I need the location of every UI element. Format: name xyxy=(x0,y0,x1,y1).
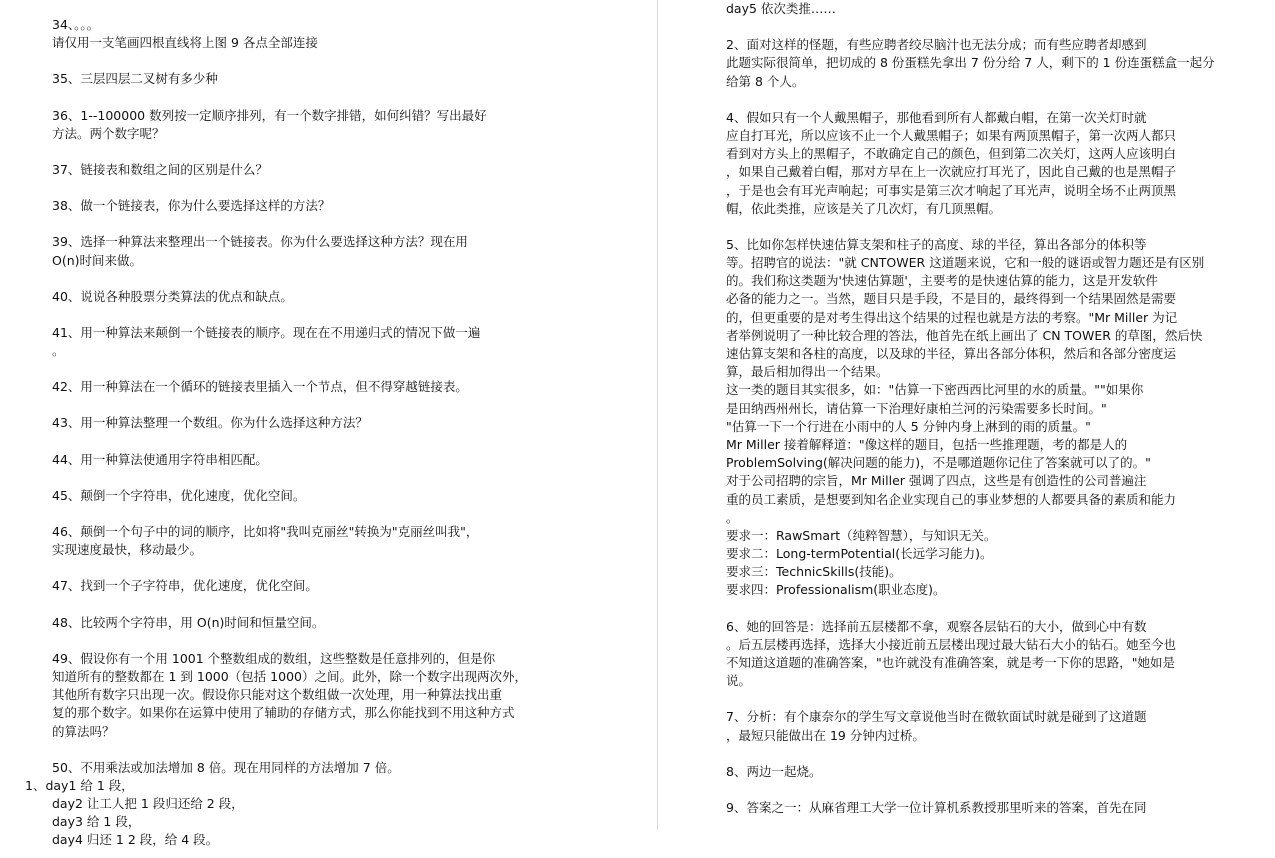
text-line: 2、面对这样的怪题，有些应聘者绞尽脑汁也无法分成；而有些应聘者却感到 xyxy=(726,37,1147,53)
text-line: 要求三：TechnicSkills(技能)。 xyxy=(726,564,902,580)
text-line: ，最短只能做出在 19 分钟内过桥。 xyxy=(726,727,925,743)
text-line: 不知道这道题的准确答案，"也许就没有准确答案，就是考一下你的思路，"她如是 xyxy=(726,655,1176,670)
text-line: 要求二：Long-termPotential(长远学习能力)。 xyxy=(726,546,993,562)
text-line: 50、不用乘法或加法增加 8 倍。现在用同样的方法增加 7 倍。 xyxy=(52,759,400,775)
text-line: Mr Miller 接着解释道："像这样的题目，包括一些推理题，考的都是人的 xyxy=(726,436,1128,452)
text-line: 的，但更重要的是对考生得出这个结果的过程也就是方法的考察。"Mr Miller 为记 xyxy=(726,309,1178,325)
text-line: "估算一下一个行进在小雨中的人 5 分钟内身上淋到的雨的质量。" xyxy=(726,418,1091,434)
text-line: 对于公司招聘的宗旨，Mr Miller 强调了四点，这些是有创造性的公司普遍注 xyxy=(726,473,1147,489)
right-column xyxy=(726,0,1271,835)
text-line: 看到对方头上的黑帽子，不敢确定自己的颜色，但到第二次关灯，这两人应该明白 xyxy=(726,146,1177,162)
text-line: ProblemSolving(解决问题的能力)，不是哪道题你记住了答案就可以了的。" xyxy=(726,455,1151,471)
paragraph-q44 xyxy=(52,451,612,469)
text-line: 复的那个数字。如果你在运算中使用了辅助的存储方式，那么你能找到不用这种方式 xyxy=(52,705,515,721)
text-line: day5 依次类推…… xyxy=(726,1,836,16)
text-line: 的。我们称这类题为'快速估算题'，主要考的是快速估算的能力，这是开发软件 xyxy=(726,273,1158,289)
text-line: 。后五层楼再选择，选择大小接近前五层楼出现过最大钻石大小的钻石。她至今也 xyxy=(726,636,1177,652)
paragraph-q34 xyxy=(52,16,612,52)
text-line: 算，最后相加得出一个结果。 xyxy=(726,364,889,380)
text-line: 这一类的题目其实很多，如："估算一下密西西比河里的水的质量。""如果你 xyxy=(726,382,1144,398)
text-line: 帽，依此类推，应该是关了几次灯，有几顶黑帽。 xyxy=(726,200,1002,216)
text-line: 说。 xyxy=(726,673,752,689)
text-line: 4、假如只有一个人戴黑帽子，那他看到所有人都戴白帽，在第一次关灯时就 xyxy=(726,109,1147,125)
paragraph-q49 xyxy=(52,650,612,741)
text-line: 47、找到一个子字符串，优化速度，优化空间。 xyxy=(52,578,318,594)
text-line: 知道所有的整数都在 1 到 1000（包括 1000）之间。此外，除一个数字出现两次外， xyxy=(52,668,527,684)
right-page xyxy=(660,0,1275,858)
text-line: 必备的能力之一。当然，题目只是手段，不是目的，最终得到一个结果固然是需要 xyxy=(726,291,1177,307)
paragraph-a6 xyxy=(726,618,1271,691)
text-line: 速估算支架和各柱的高度，以及球的半径，算出各部分体积，然后和各部分密度运 xyxy=(726,346,1177,361)
paragraph-answer-1 xyxy=(25,777,612,850)
left-column xyxy=(25,0,612,858)
paragraph-q45 xyxy=(52,487,612,505)
text-line: 者举例说明了一种比较合理的答法，他首先在纸上画出了 CN TOWER 的草图，然后快 xyxy=(726,327,1203,343)
text-line: 此题实际很简单，把切成的 8 份蛋糕先拿出 7 份分给 7 人，剩下的 1 份连蛋糕盒一起分 xyxy=(726,55,1215,71)
text-line: 是田纳西州州长，请估算一下治理好康柏兰河的污染需要多长时间。" xyxy=(726,400,1107,416)
paragraph-q37 xyxy=(52,161,612,179)
paragraph-q39 xyxy=(52,233,612,269)
page-divider xyxy=(657,0,658,830)
paragraph-a5 xyxy=(726,236,1271,600)
paragraph-q41 xyxy=(52,324,612,360)
text-line: 42、用一种算法在一个循环的链接表里插入一个节点，但不得穿越链接表。 xyxy=(52,379,468,395)
paragraph-q43 xyxy=(52,414,612,432)
paragraph-q38 xyxy=(52,197,612,215)
text-line: 45、颠倒一个字符串，优化速度，优化空间。 xyxy=(52,487,306,503)
paragraph-q48 xyxy=(52,614,612,632)
text-line: 43、用一种算法整理一个数组。你为什么选择这种方法？ xyxy=(52,415,368,431)
text-line: 要求四：Professionalism(职业态度)。 xyxy=(726,582,946,598)
text-line: day3 给 1 段， xyxy=(52,814,141,830)
text-line: 方法。两个数字呢？ xyxy=(52,125,165,141)
text-line: 等。招聘官的说法："就 CNTOWER 这道题来说，它和一般的谜语或智力题还是有区别 xyxy=(726,255,1205,271)
text-line: 请仅用一支笔画四根直线将上图 9 各点全部连接 xyxy=(52,35,318,51)
text-line: 其他所有数字只出现一次。假设你只能对这个数组做一次处理，用一种算法找出重 xyxy=(52,687,503,703)
text-line: 。 xyxy=(726,509,739,525)
paragraph-q50 xyxy=(52,759,612,777)
paragraph-a2 xyxy=(726,36,1271,91)
paragraph-q40 xyxy=(52,288,612,306)
text-line: 7、分析：有个康奈尔的学生写文章说他当时在微软面试时就是碰到了这道题 xyxy=(726,709,1147,725)
text-line: 41、用一种算法来颠倒一个链接表的顺序。现在在不用递归式的情况下做一遍 xyxy=(52,324,481,340)
text-line: 。 xyxy=(52,343,65,359)
paragraph-a1-cont xyxy=(726,0,1271,18)
text-line: 40、说说各种股票分类算法的优点和缺点。 xyxy=(52,288,293,304)
text-line: 应自打耳光，所以应该不止一个人戴黑帽子；如果有两顶黑帽子，第一次两人都只 xyxy=(726,127,1177,143)
paragraph-a7 xyxy=(726,708,1271,744)
text-line: 49、假设你有一个用 1001 个整数组成的数组，这些整数是任意排列的，但是你 xyxy=(52,650,496,666)
text-line: 39、选择一种算法来整理出一个链接表。你为什么要选择这种方法？现在用 xyxy=(52,234,468,250)
text-line: day4 归还 1 2 段，给 4 段。 xyxy=(52,832,219,848)
text-line: ，于是也会有耳光声响起；可事实是第三次才响起了耳光声，说明全场不止两顶黑 xyxy=(726,182,1177,198)
text-line: 要求一：RawSmart（纯粹智慧），与知识无关。 xyxy=(726,527,997,543)
text-line: 44、用一种算法使通用字符串相匹配。 xyxy=(52,451,268,467)
paragraph-a9 xyxy=(726,799,1271,817)
text-line: 46、颠倒一个句子中的词的顺序，比如将"我叫克丽丝"转换为"克丽丝叫我"， xyxy=(52,524,479,539)
text-line: 实现速度最快，移动最少。 xyxy=(52,542,203,558)
text-line: 36、1--100000 数列按一定顺序排列，有一个数字排错，如何纠错？写出最好 xyxy=(52,107,487,123)
text-line: 1、day1 给 1 段， xyxy=(25,777,134,793)
text-line: 给第 8 个人。 xyxy=(726,73,805,89)
text-line: 34、。。。 xyxy=(52,17,100,32)
text-line: day2 让工人把 1 段归还给 2 段， xyxy=(52,796,244,812)
paragraph-q47 xyxy=(52,577,612,595)
text-line: 35、三层四层二叉树有多少种 xyxy=(52,71,218,87)
text-line: 5、比如你怎样快速估算支架和柱子的高度、球的半径，算出各部分的体积等 xyxy=(726,236,1147,252)
paragraph-a8 xyxy=(726,763,1271,781)
paragraph-q42 xyxy=(52,378,612,396)
text-line: 9、答案之一：从麻省理工大学一位计算机系教授那里听来的答案，首先在同 xyxy=(726,799,1147,815)
paragraph-a4 xyxy=(726,109,1271,218)
text-line: 38、做一个链接表，你为什么要选择这样的方法？ xyxy=(52,198,331,214)
paragraph-q35 xyxy=(52,70,612,88)
text-line: 8、两边一起烧。 xyxy=(726,763,822,779)
text-line: O(n)时间来做。 xyxy=(52,252,143,268)
paragraph-q36 xyxy=(52,107,612,143)
text-line: 48、比较两个字符串，用 O(n)时间和恒量空间。 xyxy=(52,614,325,630)
text-line: 6、她的回答是：选择前五层楼都不拿，观察各层钻石的大小，做到心中有数 xyxy=(726,618,1147,634)
text-line: 37、链接表和数组之间的区别是什么？ xyxy=(52,161,268,177)
text-line: 重的员工素质，是想要到知名企业实现自己的事业梦想的人都要具备的素质和能力 xyxy=(726,491,1177,507)
text-line: 的算法吗？ xyxy=(52,723,115,739)
paragraph-q46 xyxy=(52,523,612,559)
text-line: ，如果自己戴着白帽，那对方早在上一次就应打耳光了，因此自己戴的也是黑帽子 xyxy=(726,164,1177,180)
